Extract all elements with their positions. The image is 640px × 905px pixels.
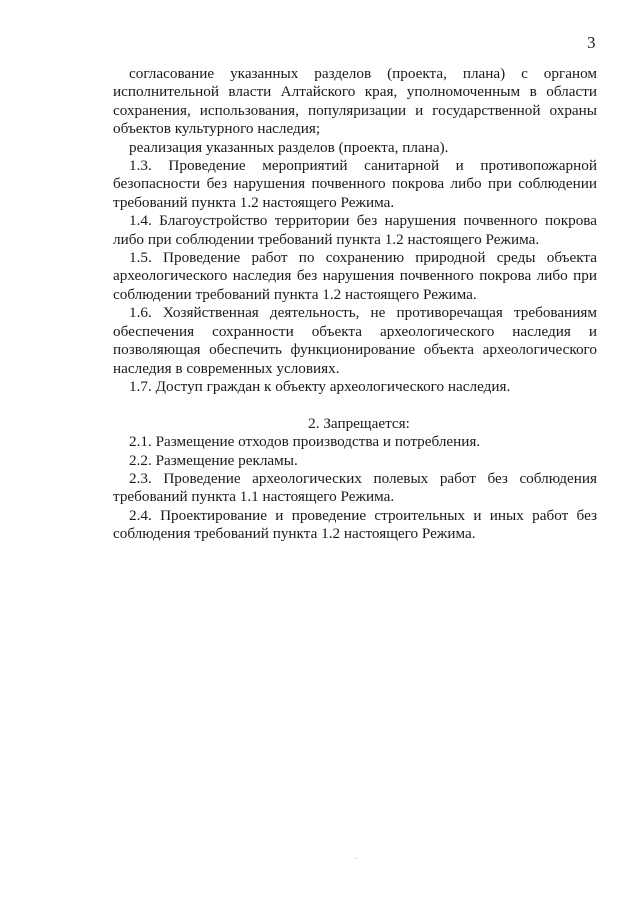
paragraph-2-3: 2.3. Проведение археологических полевых работ без соблюдения требований пункта 1.1 настоящего Режима.	[113, 470, 597, 506]
paragraph-1-7: 1.7. Доступ граждан к объекту археологического наследия.	[129, 377, 511, 395]
paragraph-1-5: 1.5. Проведение работ по сохранению природной среды объекта археологического наследия без нарушения почвенного покрова либо при соблюдении требований пункта 1.2 настоящего Режима.	[113, 249, 597, 303]
paragraph-implementation: реализация указанных разделов (проекта, плана).	[129, 138, 449, 156]
section-heading-prohibited: 2. Запрещается:	[308, 414, 410, 432]
paragraph-2-2: 2.2. Размещение рекламы.	[129, 451, 298, 469]
paragraph-approval: согласование указанных разделов (проекта, плана) с органом исполнительной власти Алтайского края, уполномоченным в области сохранения, использования, популяризации и государственной охраны объектов культурного наследия;	[113, 65, 597, 138]
paragraph-2-4: 2.4. Проектирование и проведение строительных и иных работ без соблюдения требований пункта 1.2 настоящего Режима.	[113, 506, 597, 543]
paragraph-1-3: 1.3. Проведение мероприятий санитарной и противопожарной безопасности без нарушения почвенного покрова либо при соблюдении требований пункта 1.2 настоящего Режима.	[113, 157, 597, 211]
document-body	[113, 65, 597, 544]
scan-artifact-dot	[356, 858, 357, 859]
paragraph-1-6: 1.6. Хозяйственная деятельность, не противоречащая требованиям обеспечения сохранности объекта археологического наследия и позволяющая обеспечить функционирование объекта археологического наследия в современных условиях.	[113, 304, 597, 377]
paragraph-2-1: 2.1. Размещение отходов производства и потребления.	[129, 433, 481, 451]
page-number: 3	[587, 33, 596, 52]
paragraph-1-4: 1.4. Благоустройство территории без нарушения почвенного покрова либо при соблюдении требований пункта 1.2 настоящего Режима.	[113, 212, 597, 248]
